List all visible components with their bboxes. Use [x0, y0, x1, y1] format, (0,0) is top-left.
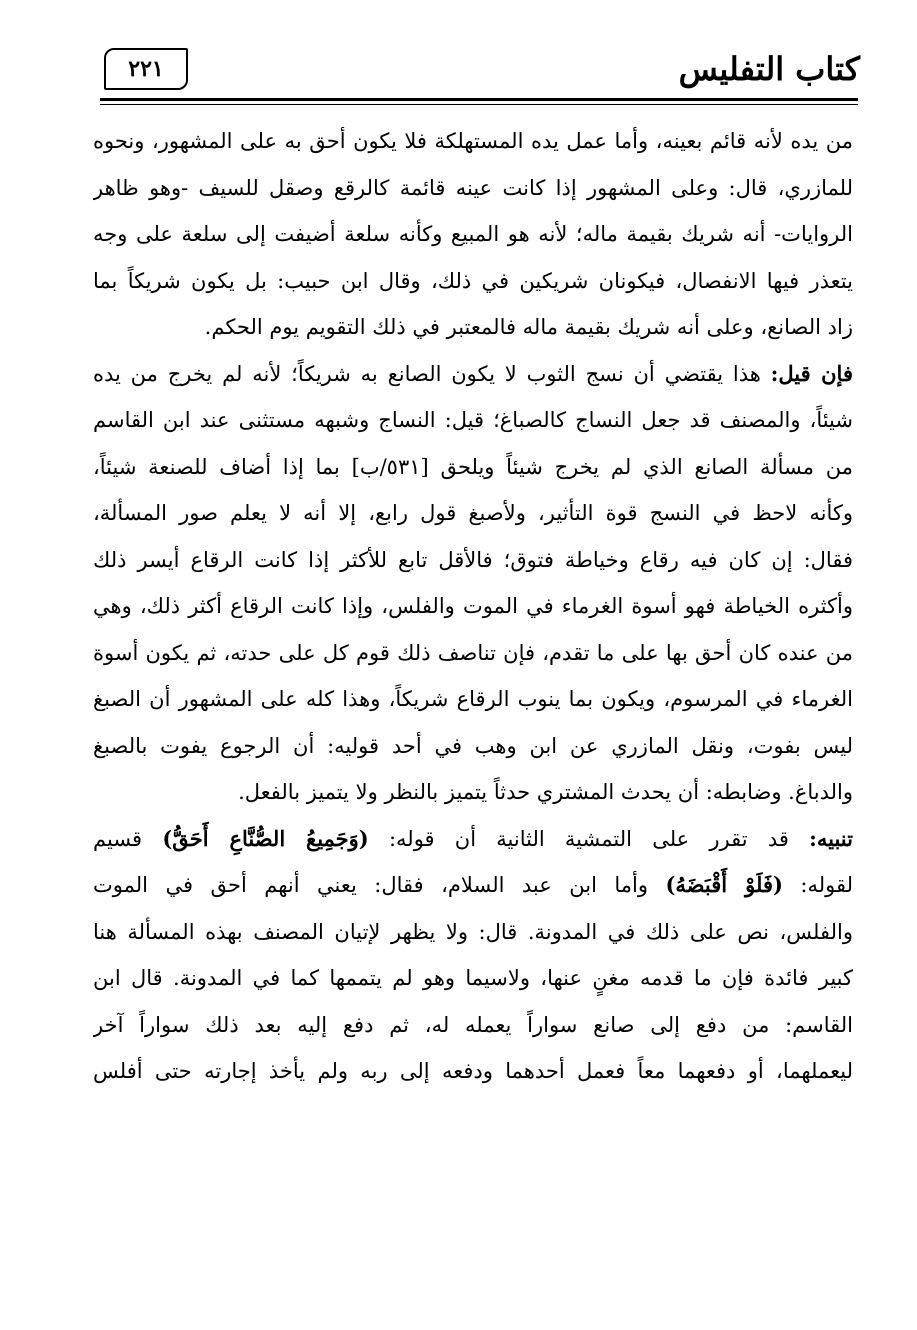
paragraph-1 — [93, 118, 853, 351]
text-run: لقوله: — [782, 873, 853, 897]
text-line: يتعذر فيها الانفصال، فيكونان شريكين في ذلك، وقال ابن حبيب: بل يكون شريكاً بما — [93, 268, 853, 293]
text-line: ليس بفوت، ونقل المازري عن ابن وهب في أحد قوليه: أن الرجوع يفوت بالصبغ — [93, 733, 853, 758]
text-line: والفلس، نص على ذلك في المدونة. قال: ولا يظهر لإتيان المصنف بهذه المسألة هنا — [93, 919, 853, 944]
header-rule-thin — [100, 104, 858, 105]
text-run: هذا يقتضي أن نسج الثوب لا يكون الصانع به شريكاً؛ لأنه لم يخرج من يده — [93, 361, 771, 386]
body-text — [93, 118, 853, 1095]
text-line: وكأنه لاحظ في النسج قوة التأثير، ولأصبغ قول رابع، إلا أنه لا يعلم صور المسألة، — [93, 501, 853, 525]
text-line — [93, 862, 853, 909]
paragraph-2 — [93, 351, 853, 816]
text-line: من عنده كان أحق بها على ما تقدم، فإن تناصف ذلك قوم كل على حدته، ثم يكون أسوة — [93, 640, 853, 665]
text-line: القاسم: من دفع إلى صانع سواراً يعمله له، ثم دفع إليه بعد ذلك سواراً آخر — [93, 1012, 853, 1037]
text-run: قد تقرر على التمشية الثانية أن قوله: — [368, 826, 810, 851]
text-line: والدباغ. وضابطه: أن يحدث المشتري حدثاً يتميز بالنظر ولا يتميز بالفعل. — [238, 780, 853, 804]
text-run: قسيم — [93, 826, 163, 851]
paragraph-lead: فإن قيل: — [770, 360, 853, 386]
text-line: ليعملهما، أو دفعهما معاً فعمل أحدهما ودفعه إلى ربه ولم يأخذ إجارته حتى أفلس — [93, 1059, 853, 1083]
text-line: وأكثره الخياطة فهو أسوة الغرماء في الموت والفلس، وإذا كانت الرقاع أكثر ذلك، وهي — [93, 594, 853, 618]
text-line: الروايات- أنه شريك بقيمة ماله؛ لأنه هو المبيع وكأنه سلعة أضيفت إلى سلعة على وجه — [93, 222, 853, 246]
header-rule — [100, 98, 858, 101]
text-line: فقال: إن كان فيه رقاع وخياطة فتوق؛ فالأقل تابع للأكثر إذا كانت الرقاع أيسر ذلك — [93, 547, 853, 572]
quoted-phrase: (وَجَمِيعُ الصُّنَّاعِ أَحَقُّ) — [162, 825, 369, 851]
notice-label: تنبيه: — [809, 825, 853, 851]
text-line: من مسألة الصانع الذي لم يخرج شيئاً ويلحق [٥٣١/ب] بما إذا أضاف للصنعة شيئاً، — [93, 454, 853, 479]
page-header — [100, 44, 860, 100]
text-line — [93, 351, 853, 398]
book-title: كتاب التفليس — [678, 50, 860, 88]
text-line: من يده لأنه قائم بعينه، وأما عمل يده المستهلكة فلا يكون أحق به على المشهور، ونحوه — [93, 129, 853, 153]
text-line: شيئاً، والمصنف قد جعل النساج كالصباغ؛ قيل: النساج وشبهه مستثنى عند ابن القاسم — [93, 408, 853, 432]
text-run: وأما ابن عبد السلام، فقال: يعني أنهم أحق في الموت — [93, 873, 666, 897]
text-line: زاد الصانع، وعلى أنه شريك بقيمة ماله فالمعتبر في ذلك التقويم يوم الحكم. — [204, 315, 853, 339]
quoted-phrase: (فَلَوْ أَقْبَضَهُ) — [665, 872, 783, 897]
text-line: للمازري، قال: وعلى المشهور إذا كانت عينه قائمة كالرقع وصقل للسيف -وهو ظاهر — [93, 175, 853, 200]
paragraph-3 — [93, 816, 853, 1095]
text-line: كبير فائدة فإن ما قدمه مغنٍ عنها، ولاسيما وهو لم يتممها كما في المدونة. قال ابن — [93, 966, 853, 990]
text-line: الغرماء في المرسوم، ويكون بما ينوب الرقاع شريكاً، وهذا كله على المشهور أن الصبغ — [93, 687, 853, 711]
text-line — [93, 816, 853, 863]
page-number: ٢٢١ — [104, 48, 188, 90]
